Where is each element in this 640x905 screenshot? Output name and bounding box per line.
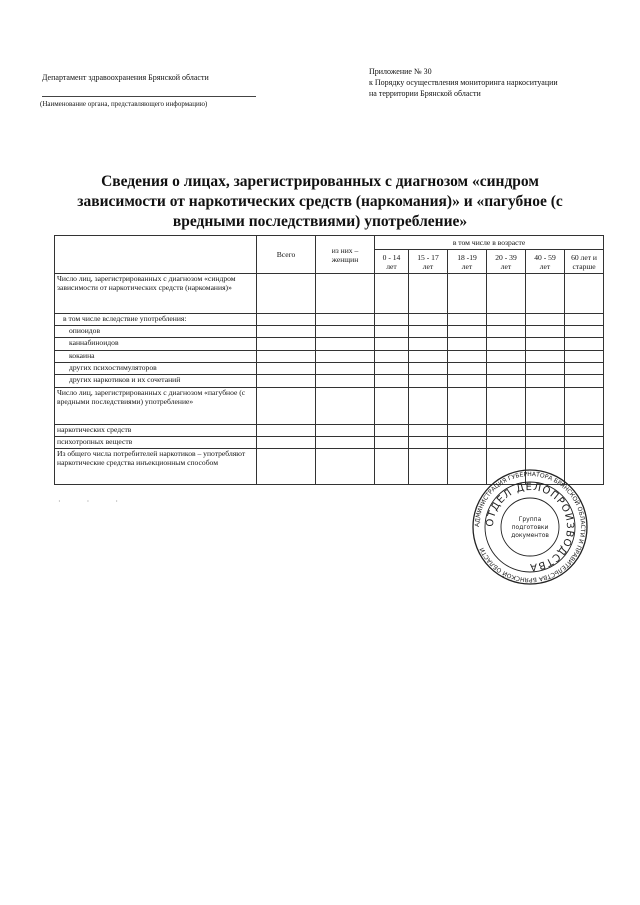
- stamp-center-line: документов: [511, 532, 549, 539]
- row-label: кокаина: [55, 351, 257, 363]
- table-cell: [409, 351, 448, 363]
- table-cell: [257, 314, 316, 326]
- table-cell: [316, 388, 375, 425]
- org-underline: [42, 96, 256, 97]
- table-cell: [409, 425, 448, 437]
- row-label: Число лиц, зарегистрированных с диагнозом «синдром зависимости от наркотических средств (наркомания)»: [55, 274, 257, 314]
- table-cell: [257, 375, 316, 388]
- row-label: опиоидов: [55, 326, 257, 338]
- table-cell: [487, 425, 526, 437]
- table-cell: [257, 437, 316, 449]
- table-cell: [257, 326, 316, 338]
- table-cell: [565, 363, 604, 375]
- row-label: психотропных веществ: [55, 437, 257, 449]
- table-row: [55, 314, 604, 326]
- table-cell: [565, 425, 604, 437]
- report-table: [54, 235, 604, 485]
- table-cell: [257, 351, 316, 363]
- table-cell: [409, 375, 448, 388]
- stamp-center-line: подготовки: [511, 524, 549, 531]
- table-body: [55, 274, 604, 485]
- table-cell: [409, 437, 448, 449]
- table-cell: [487, 338, 526, 351]
- table-cell: [448, 274, 487, 314]
- table-cell: [316, 425, 375, 437]
- stamp-ring-textpath: АДМИНИСТРАЦИЯ ГУБЕРНАТОРА БРЯНСКОЙ ОБЛАСТИ И ПРАВИТЕЛЬСТВА БРЯНСКОЙ ОБЛАСТИ: [473, 470, 587, 584]
- table-cell: [409, 314, 448, 326]
- table-cell: [409, 338, 448, 351]
- table-cell: [526, 326, 565, 338]
- table-cell: [257, 449, 316, 485]
- table-cell: [375, 388, 409, 425]
- table-cell: [316, 363, 375, 375]
- table-cell: [409, 449, 448, 485]
- table-cell: [565, 338, 604, 351]
- table-cell: [565, 274, 604, 314]
- table-row: [55, 338, 604, 351]
- table-cell: [448, 338, 487, 351]
- header-age-40-59: 40 - 59 лет: [526, 250, 565, 274]
- table-row: [55, 437, 604, 449]
- appendix-line: к Порядку осуществления мониторинга наркоситуации: [369, 78, 558, 87]
- table-cell: [316, 437, 375, 449]
- row-label: Число лиц, зарегистрированных с диагнозом «пагубное (с вредными последствиями) употребление»: [55, 388, 257, 425]
- row-label: Из общего числа потребителей наркотиков – употребляют наркотические средства инъекционным способом: [55, 449, 257, 485]
- table-cell: [487, 274, 526, 314]
- table-cell: [257, 425, 316, 437]
- table-cell: [375, 449, 409, 485]
- stamp-inner-textpath: ОТДЕЛ ДЕЛОПРОИЗВОДСТВА: [484, 481, 576, 573]
- row-label: других психостимуляторов: [55, 363, 257, 375]
- row-label: каннабиноидов: [55, 338, 257, 351]
- table-cell: [448, 425, 487, 437]
- table-cell: [448, 314, 487, 326]
- row-label: других наркотиков и их сочетаний: [55, 375, 257, 388]
- official-stamp: [471, 468, 589, 586]
- table-cell: [375, 338, 409, 351]
- table-cell: [257, 363, 316, 375]
- table-cell: [565, 375, 604, 388]
- header-blank: [55, 236, 257, 274]
- table-row: [55, 274, 604, 314]
- appendix-note: [369, 66, 558, 99]
- table-cell: [316, 351, 375, 363]
- table-cell: [448, 375, 487, 388]
- table-cell: [526, 351, 565, 363]
- table-cell: [448, 437, 487, 449]
- table-cell: [565, 351, 604, 363]
- header-total: Всего: [257, 236, 316, 274]
- title-line: вредными последствиями) употребление»: [172, 213, 468, 230]
- table-cell: [409, 388, 448, 425]
- table-cell: [257, 338, 316, 351]
- table-cell: [565, 314, 604, 326]
- table-cell: [526, 375, 565, 388]
- table-cell: [316, 449, 375, 485]
- header-age-18-19: 18 -19 лет: [448, 250, 487, 274]
- header-age-0-14: 0 - 14 лет: [375, 250, 409, 274]
- table-cell: [487, 351, 526, 363]
- header-women: из них – женщин: [316, 236, 375, 274]
- table-cell: [565, 437, 604, 449]
- table-row: [55, 425, 604, 437]
- org-caption: (Наименование органа, представляющего информацию): [40, 100, 208, 108]
- table-cell: [448, 363, 487, 375]
- row-label: в том числе вследствие употребления:: [55, 314, 257, 326]
- table-row: [55, 326, 604, 338]
- scan-dots: · · ·: [58, 497, 130, 506]
- table-cell: [526, 338, 565, 351]
- table-cell: [526, 425, 565, 437]
- table-cell: [487, 326, 526, 338]
- row-label: наркотических средств: [55, 425, 257, 437]
- table-cell: [257, 388, 316, 425]
- header-age-group: в том числе в возрасте: [375, 236, 604, 250]
- document-title: [40, 172, 600, 232]
- table-cell: [526, 314, 565, 326]
- header-age-15-17: 15 - 17 лет: [409, 250, 448, 274]
- stamp-center-line: Группа: [518, 516, 542, 523]
- table-row: [55, 363, 604, 375]
- table-cell: [375, 314, 409, 326]
- table-cell: [487, 363, 526, 375]
- table-cell: [375, 274, 409, 314]
- table-cell: [526, 363, 565, 375]
- table-cell: [526, 437, 565, 449]
- table-cell: [487, 437, 526, 449]
- table-cell: [375, 437, 409, 449]
- table-cell: [316, 274, 375, 314]
- table-cell: [409, 326, 448, 338]
- table-cell: [316, 338, 375, 351]
- table-cell: [375, 363, 409, 375]
- table-cell: [487, 375, 526, 388]
- department-name: Департамент здравоохранения Брянской области: [42, 73, 209, 82]
- table-cell: [257, 274, 316, 314]
- header-age-60-plus: 60 лет и старше: [565, 250, 604, 274]
- table-cell: [565, 388, 604, 425]
- title-line: зависимости от наркотических средств (наркомания)» и «пагубное (с: [77, 193, 563, 210]
- table-cell: [409, 274, 448, 314]
- title-line: Сведения о лицах, зарегистрированных с диагнозом «синдром: [101, 173, 539, 190]
- appendix-line: на территории Брянской области: [369, 89, 481, 98]
- table-cell: [375, 375, 409, 388]
- table-cell: [565, 326, 604, 338]
- table-cell: [316, 314, 375, 326]
- header-age-20-39: 20 - 39 лет: [487, 250, 526, 274]
- table-cell: [316, 326, 375, 338]
- table-cell: [448, 388, 487, 425]
- table-cell: [375, 326, 409, 338]
- table-cell: [409, 363, 448, 375]
- table-cell: [526, 388, 565, 425]
- table-cell: [448, 326, 487, 338]
- table-cell: [375, 351, 409, 363]
- table-cell: [375, 425, 409, 437]
- table-cell: [316, 375, 375, 388]
- table-cell: [526, 274, 565, 314]
- table-cell: [487, 314, 526, 326]
- appendix-line: Приложение № 30: [369, 67, 432, 76]
- table-row: [55, 375, 604, 388]
- table-row: [55, 351, 604, 363]
- table-cell: [487, 388, 526, 425]
- table-cell: [448, 351, 487, 363]
- table-row: [55, 388, 604, 425]
